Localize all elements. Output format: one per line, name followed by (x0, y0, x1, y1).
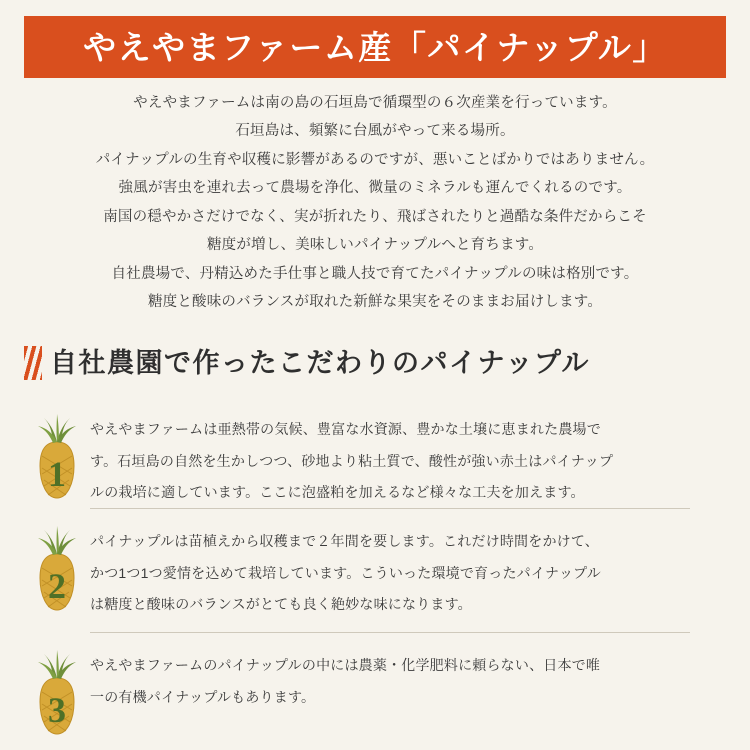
list-item (24, 524, 726, 620)
list-item (24, 412, 726, 508)
banner (24, 16, 726, 78)
item-line: 一の有機パイナップルもあります。 (90, 688, 316, 705)
section-heading (24, 340, 726, 386)
item-line: す。石垣島の自然を生かしつつ、砂地より粘土質で、酸性が強い赤土はパイナップ (90, 452, 614, 469)
item-text (90, 524, 726, 616)
pineapple-number-3-icon (24, 648, 90, 744)
divider (90, 508, 690, 509)
item-line: かつ1つ1つ愛情を込めて栽培しています。こういった環境で育ったパイナップル (90, 564, 602, 581)
intro-line: 自社農場で、丹精込めた手仕事と職人技で育てたパイナップルの味は格別です。 (111, 265, 639, 282)
item-text (90, 412, 726, 504)
intro-line: 南国の穏やかさだけでなく、実が折れたり、飛ばされたりと過酷な条件だからこそ (103, 208, 647, 225)
item-line: やえやまファームのパイナップルの中には農薬・化学肥料に頼らない、日本で唯 (90, 657, 601, 673)
intro-line: 糖度が増し、美味しいパイナップルへと育ちます。 (206, 237, 544, 254)
divider (90, 632, 690, 633)
intro-line: パイナップルの生育や収穫に影響があるのですが、悪いことばかりではありません。 (95, 151, 655, 168)
banner-title: やえやまファーム産「パイナップル」 (83, 28, 667, 66)
intro-line: やえやまファームは南の島の石垣島で循環型の６次産業を行っています。 (133, 95, 617, 111)
svg-text:3: 3 (48, 690, 66, 730)
item-text (90, 648, 726, 708)
item-line: ルの栽培に適しています。ここに泡盛粕を加えるなど様々な工夫を加えます。 (90, 484, 585, 501)
intro-line: 糖度と酸味のバランスが取れた新鮮な果実をそのままお届けします。 (147, 294, 603, 311)
list-item (24, 648, 726, 744)
intro-line: 石垣島は、頻繁に台風がやって来る場所。 (235, 123, 515, 140)
pineapple-number-2-icon (24, 524, 90, 620)
item-line: やえやまファームは亜熱帯の気候、豊富な水資源、豊かな土壌に恵まれた農場で (90, 421, 601, 437)
stripe-decoration-icon (24, 346, 42, 380)
item-line: は糖度と酸味のバランスがとても良く絶妙な味になります。 (90, 596, 472, 613)
pineapple-number-1-icon (24, 412, 90, 508)
svg-text:1: 1 (48, 454, 66, 494)
item-line: パイナップルは苗植えから収穫まで２年間を要します。これだけ時間をかけて、 (90, 533, 599, 549)
svg-text:2: 2 (48, 566, 66, 606)
section-title: 自社農園で作ったこだわりのパイナップル (50, 347, 590, 378)
intro-line: 強風が害虫を連れ去って農場を浄化、微量のミネラルも運んでくれるのです。 (118, 180, 632, 197)
intro-paragraph (24, 92, 726, 320)
